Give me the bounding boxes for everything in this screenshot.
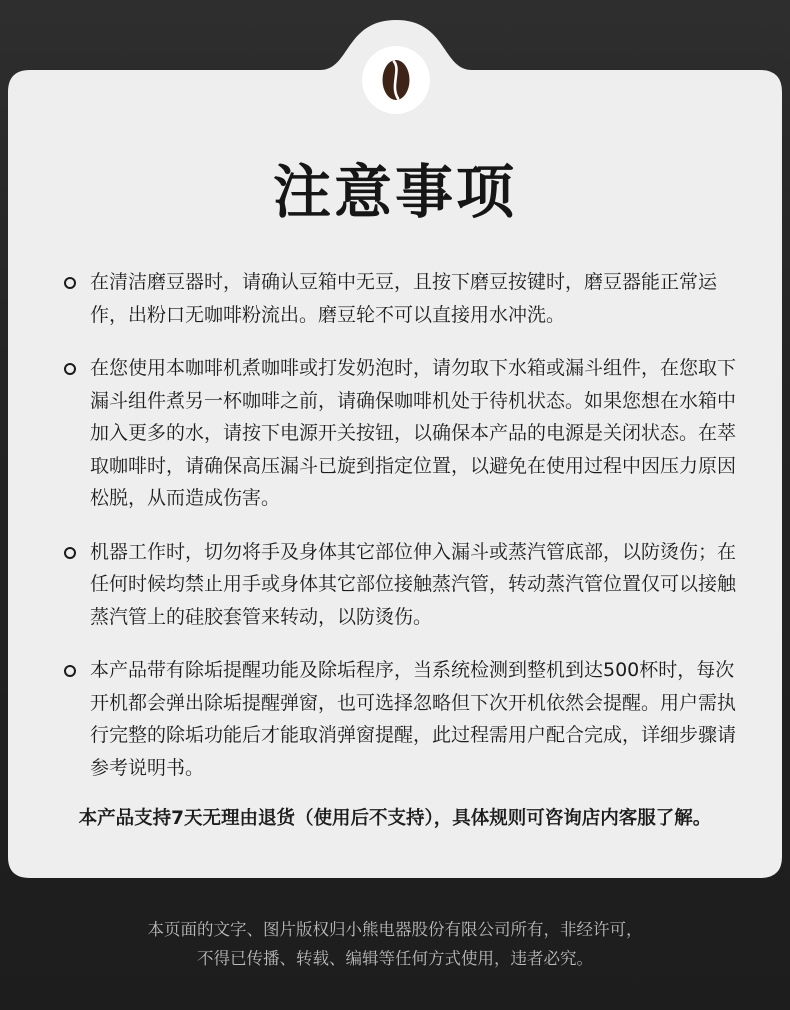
bullet-circle-icon xyxy=(64,665,76,677)
note-item xyxy=(62,266,738,331)
notes-list xyxy=(62,266,738,784)
bullet-circle-icon xyxy=(64,277,76,289)
note-text: 机器工作时，切勿将手及身体其它部位伸入漏斗或蒸汽管底部，以防烫伤；在任何时候均禁止用手或身体其它部位接触蒸汽管，转动蒸汽管位置仅可以接触蒸汽管上的硅胶套管来转动，以防烫伤。 xyxy=(90,540,737,628)
page-title: 注意事项 xyxy=(272,158,517,226)
note-item xyxy=(62,352,738,515)
bullet-circle-icon xyxy=(64,547,76,559)
copyright-line-1: 本页面的文字、图片版权归小熊电器股份有限公司所有，非经许可， xyxy=(147,920,643,939)
return-policy: 本产品支持7天无理由退货（使用后不支持），具体规则可咨询店内客服了解。 xyxy=(78,808,712,829)
note-item xyxy=(62,654,738,784)
note-text: 在清洁磨豆器时，请确认豆箱中无豆，且按下磨豆按键时，磨豆器能正常运作，出粉口无咖啡粉流出。磨豆轮不可以直接用水冲洗。 xyxy=(90,271,718,326)
note-text: 在您使用本咖啡机煮咖啡或打发奶泡时，请勿取下水箱或漏斗组件，在您取下漏斗组件煮另一杯咖啡之前，请确保咖啡机处于待机状态。如果您想在水箱中加入更多的水，请按下电源开关按钮，以确保本产品的电源是关闭状态。在萃取咖啡时，请确保高压漏斗已旋到指定位置，以避免在使用过程中因压力原因松脱，从而造成伤害。 xyxy=(90,357,737,509)
note-item xyxy=(62,536,738,634)
copyright-line-2: 不得已传播、转载、编辑等任何方式使用，违者必究。 xyxy=(197,949,593,968)
coffee-bean-badge xyxy=(362,46,430,114)
bullet-circle-icon xyxy=(64,363,76,375)
note-text: 本产品带有除垢提醒功能及除垢程序，当系统检测到整机到达500杯时，每次开机都会弹出除垢提醒弹窗，也可选择忽略但下次开机依然会提醒。用户需执行完整的除垢功能后才能取消弹窗提醒，此过程需用户配合完成，详细步骤请参考说明书。 xyxy=(90,659,737,779)
copyright-footer xyxy=(0,915,790,973)
coffee-bean-icon xyxy=(381,59,411,101)
